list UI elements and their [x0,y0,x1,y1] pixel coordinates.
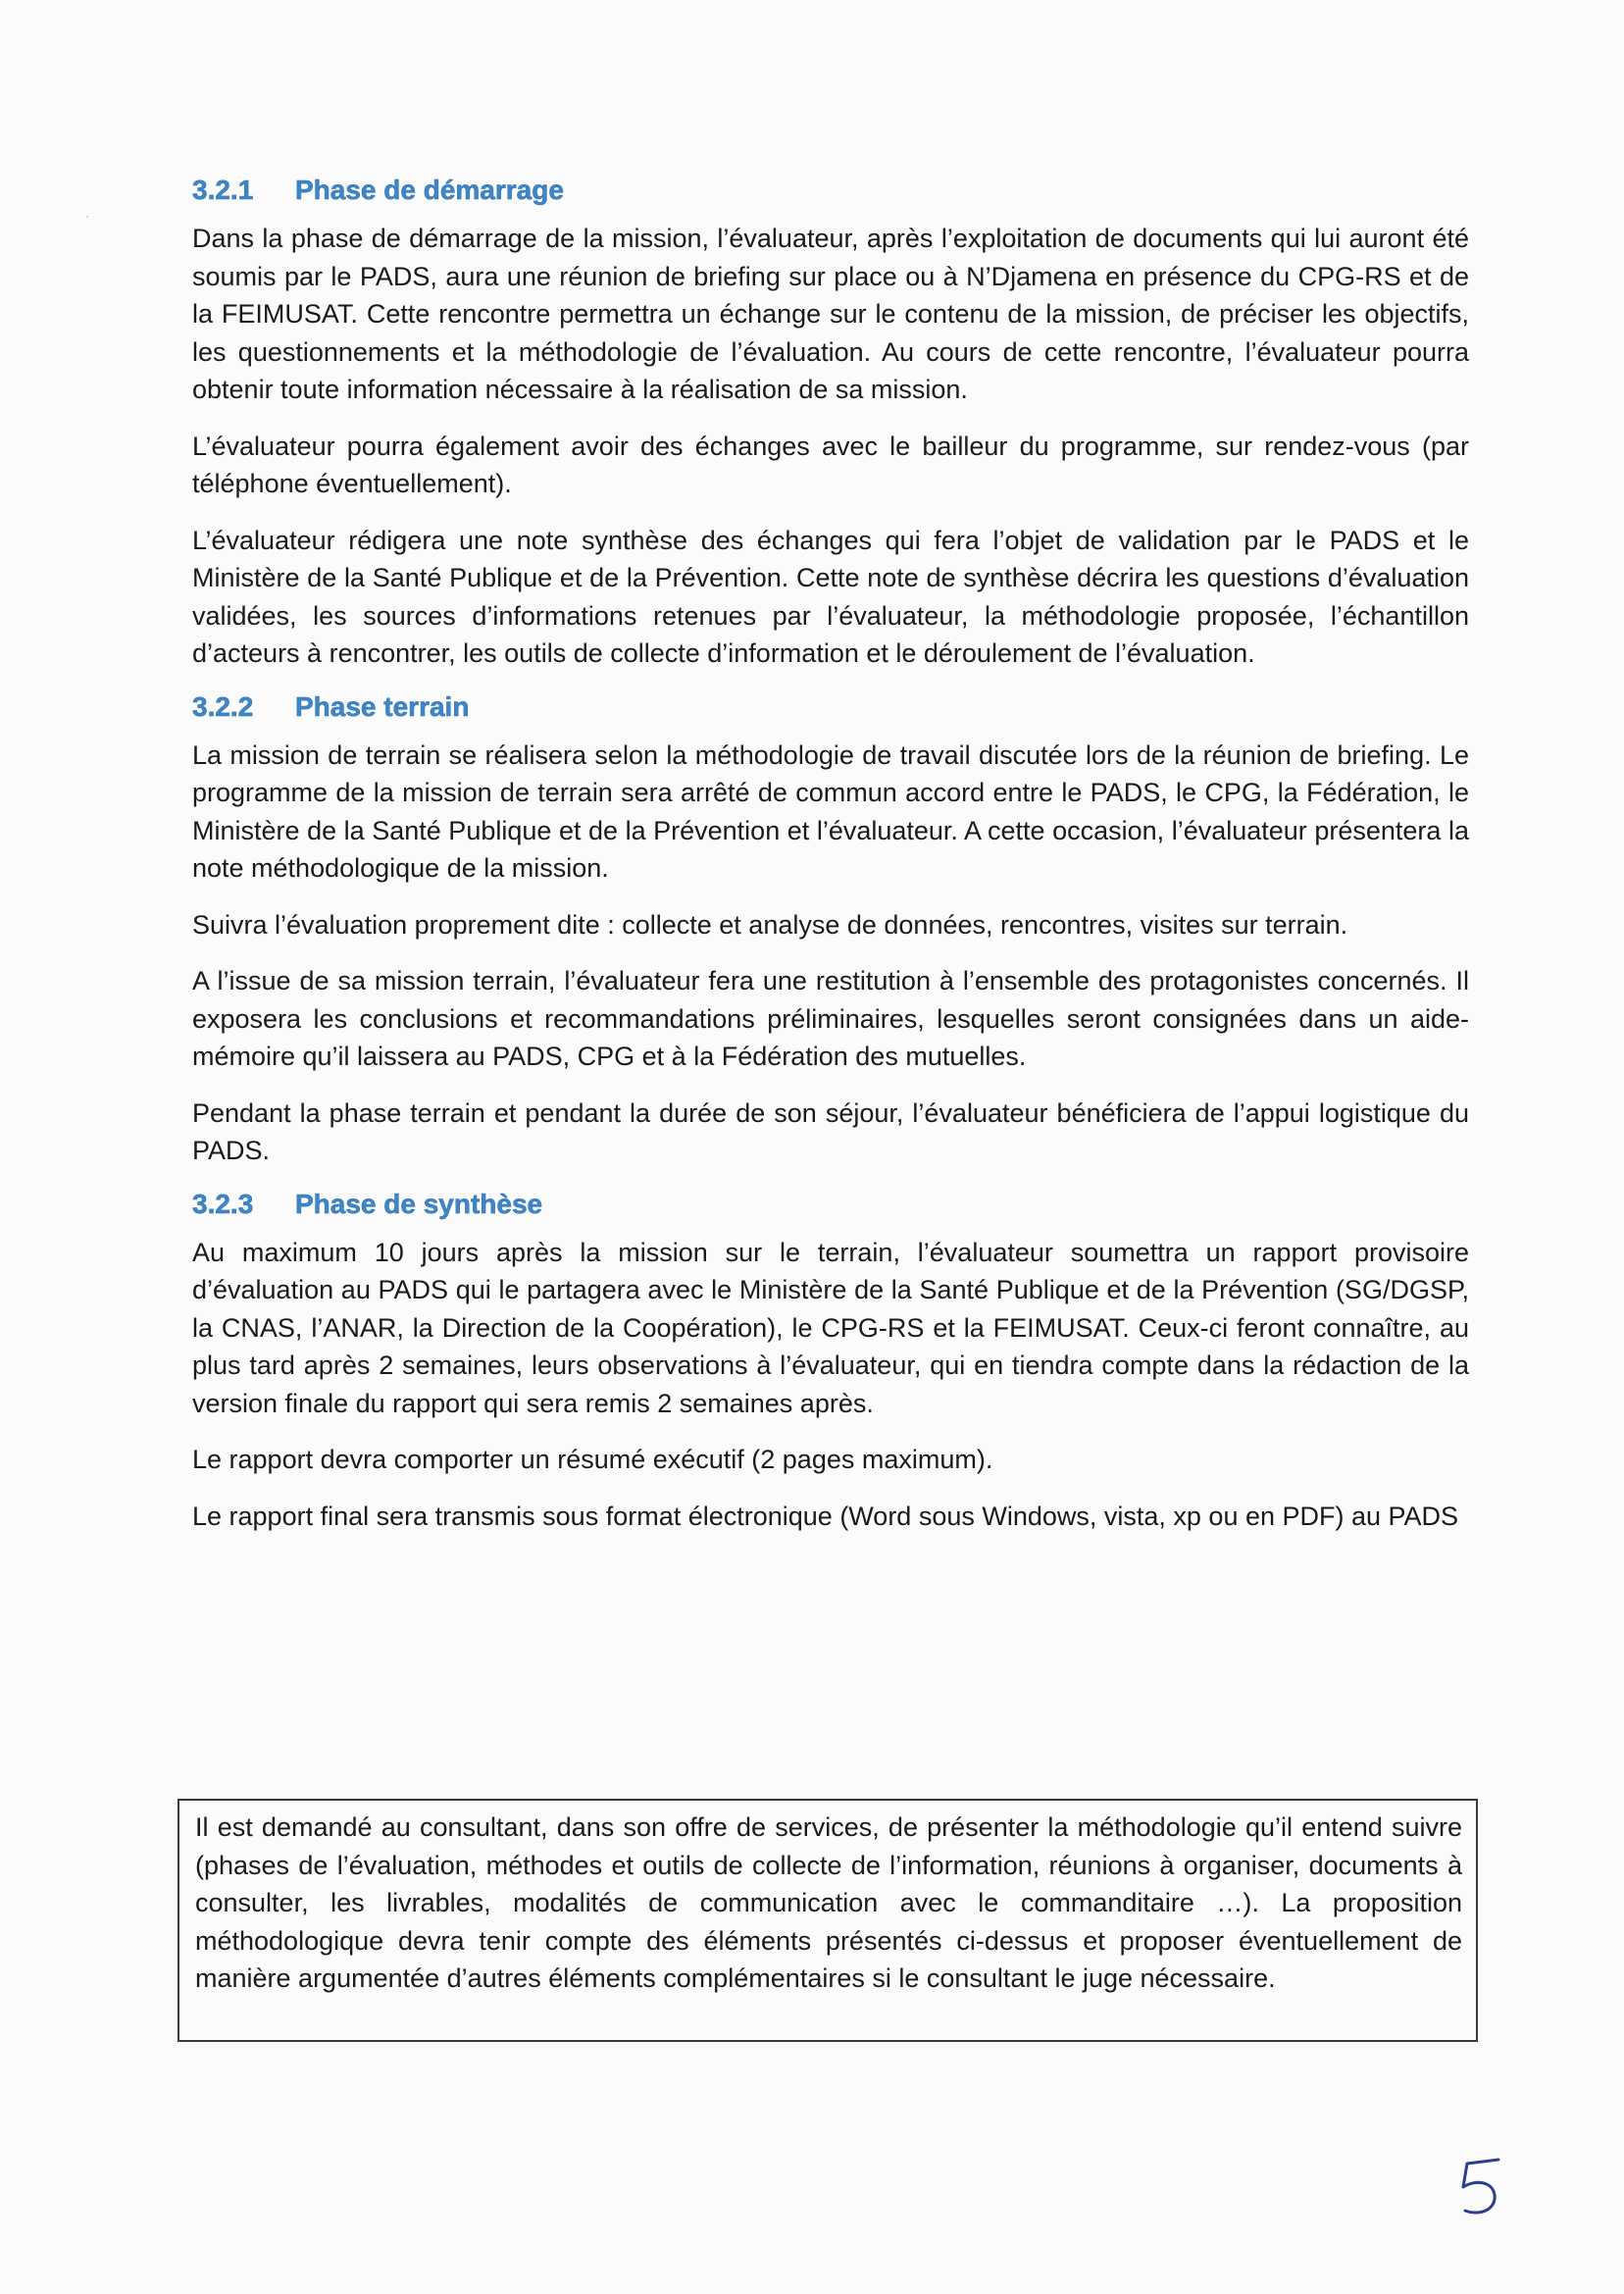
paragraph: L’évaluateur pourra également avoir des échanges avec le bailleur du programme, sur rendez-vous (par téléphone éventuellement). [192,431,1469,498]
paragraph: Suivra l’évaluation proprement dite : collecte et analyse de données, rencontres, visites sur terrain. [192,909,1348,940]
box-text: Il est demandé au consultant, dans son offre de services, de présenter la méthodologie qu’il entend suivre (phases de l’évaluation, méthodes et outils de collecte de l’information, réunions à organiser, documents à consulter, les livrables, modalités de communication avec le commanditaire …). La proposition méthodologique devra tenir compte des éléments présentés ci-dessus et proposer éventuellement de manière argumentée d’autres éléments complémentaires si le consultant le juge nécessaire. [195,1812,1462,1993]
section-heading-terrain [192,691,1469,723]
section-number: 3.2.1 [192,175,254,205]
document-body [192,167,1469,1554]
paragraph: La mission de terrain se réalisera selon la méthodologie de travail discutée lors de la réunion de briefing. Le programme de la mission de terrain sera arrêté de commun accord entre le PADS, le CPG, la Fédération, le Ministère de la Santé Publique et de la Prévention et l’évaluateur. A cette occasion, l’évaluateur présentera la note méthodologique de la mission. [192,739,1469,883]
section-title: Phase de démarrage [295,175,564,205]
section-title: Phase de synthèse [295,1188,543,1219]
section-number: 3.2.3 [192,1188,254,1219]
paragraph: Dans la phase de démarrage de la mission, l’évaluateur, après l’exploitation de documents qui lui auront été soumis par le PADS, aura une réunion de briefing sur place ou à N’Djamena en présence du CPG-RS et de la FEIMUSAT. Cette rencontre permettra un échange sur le contenu de la mission, de préciser les objectifs, les questionnements et la méthodologie de l’évaluation. Au cours de cette rencontre, l’évaluateur pourra obtenir toute information nécessaire à la réalisation de sa mission. [192,224,1469,404]
section-number: 3.2.2 [192,690,254,722]
paragraph: Le rapport final sera transmis sous format électronique (Word sous Windows, vista, xp ou en PDF) au PADS [192,1501,1459,1531]
handwritten-page-number [1442,2148,1520,2226]
page-number-glyph [1442,2148,1520,2226]
paragraph: Au maximum 10 jours après la mission sur le terrain, l’évaluateur soumettra un rapport provisoire d’évaluation au PADS qui le partagera avec le Ministère de la Santé Publique et de la Prévention (SG/DGSP, la CNAS, l’ANAR, la Direction de la Coopération), le CPG-RS et la FEIMUSAT. Ceux-ci feront connaître, au plus tard après 2 semaines, leurs observations à l’évaluateur, qui en tiendra compte dans la rédaction de la version finale du rapport qui sera remis 2 semaines après. [192,1237,1469,1418]
paragraph: Pendant la phase terrain et pendant la durée de son séjour, l’évaluateur bénéficiera de l’appui logistique du PADS. [192,1097,1469,1165]
paragraph: L’évaluateur rédigera une note synthèse des échanges qui fera l’objet de validation par le PADS et le Ministère de la Santé Publique et de la Prévention. Cette note de synthèse décrira les questions d’évaluation validées, les sources d’informations retenues par l’évaluateur, la méthodologie proposée, l’échantillon d’acteurs à rencontrer, les outils de collecte d’information et le déroulement de l’évaluation. [192,525,1469,668]
methodology-requirement-box [178,1799,1478,2042]
scan-mark [86,216,88,218]
paragraph: Le rapport devra comporter un résumé exécutif (2 pages maximum). [192,1445,993,1474]
section-title: Phase terrain [295,690,470,722]
paragraph: A l’issue de sa mission terrain, l’évaluateur fera une restitution à l’ensemble des protagonistes concernés. Il exposera les conclusions et recommandations préliminaires, lesquelles seront consignées dans un aide-mémoire qu’il laissera au PADS, CPG et à la Fédération des mutuelles. [192,966,1469,1071]
section-heading-synthese [192,1189,1469,1220]
section-heading-demarrage [192,175,1469,206]
